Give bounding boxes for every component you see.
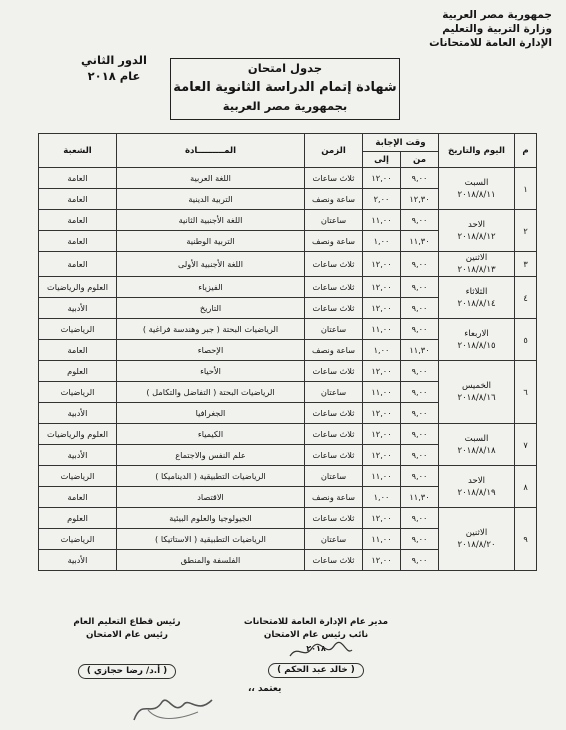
section-cell: الأدبية xyxy=(39,445,117,466)
section-cell: الرياضيات xyxy=(39,319,117,340)
time-from: ٩,٠٠ xyxy=(401,361,439,382)
exam-schedule-table xyxy=(38,133,536,606)
time-from: ٩,٠٠ xyxy=(401,403,439,424)
time-from: ٩,٠٠ xyxy=(401,529,439,550)
time-to: ١,٠٠ xyxy=(363,340,401,361)
header-to: إلى xyxy=(363,152,401,168)
title-box xyxy=(170,58,400,120)
duration-cell: ثلاث ساعات xyxy=(305,252,363,277)
row-number: ١ xyxy=(515,168,537,210)
time-to: ١٢,٠٠ xyxy=(363,252,401,277)
exam-date: ٢٠١٨/٨/١٣ xyxy=(457,265,496,275)
duration-cell: ساعتان xyxy=(305,210,363,231)
time-to: ١١,٠٠ xyxy=(363,466,401,487)
header-subject: المـــــــــادة xyxy=(117,134,305,168)
time-from: ١٢,٣٠ xyxy=(401,189,439,210)
exam-date: ٢٠١٨/٨/٢٠ xyxy=(457,540,496,550)
header-line: وزارة التربية والتعليم xyxy=(442,23,552,35)
time-to: ١٢,٠٠ xyxy=(363,424,401,445)
row-number: ٢ xyxy=(515,210,537,252)
duration-cell: ساعتان xyxy=(305,466,363,487)
year-label: عام ٢٠١٨ xyxy=(87,69,141,83)
time-from: ٩,٠٠ xyxy=(401,550,439,571)
table-row xyxy=(39,319,537,340)
time-from: ١١,٣٠ xyxy=(401,487,439,508)
session-info xyxy=(64,52,164,84)
signature-block-left xyxy=(42,616,212,679)
day-date-cell xyxy=(439,424,515,466)
day-name: السبت xyxy=(464,177,489,188)
day-name: الاحد xyxy=(467,219,486,230)
section-cell: العلوم والرياضيات xyxy=(39,277,117,298)
time-to: ١٢,٠٠ xyxy=(363,277,401,298)
exam-date: ٢٠١٨/٨/١٦ xyxy=(457,393,496,403)
subject-cell: الرياضيات التطبيقية ( الاستاتيكا ) xyxy=(117,529,305,550)
duration-cell: ثلاث ساعات xyxy=(305,277,363,298)
subject-cell: الفيزياء xyxy=(117,277,305,298)
time-from: ٩,٠٠ xyxy=(401,445,439,466)
day-date-cell xyxy=(439,168,515,210)
duration-cell: ساعة ونصف xyxy=(305,231,363,252)
subject-cell: الجغرافيا xyxy=(117,403,305,424)
subject-cell: اللغة الأجنبية الثانية xyxy=(117,210,305,231)
section-cell: الرياضيات xyxy=(39,466,117,487)
exam-date: ٢٠١٨/٨/١٥ xyxy=(457,340,496,351)
subject-cell: التربية الدينية xyxy=(117,189,305,210)
subject-cell: الجيولوجيا والعلوم البيئية xyxy=(117,508,305,529)
header-line: جمهورية مصر العربية xyxy=(442,9,552,21)
duration-cell: ساعتان xyxy=(305,529,363,550)
row-number: ٣ xyxy=(515,252,537,277)
time-to: ١٢,٠٠ xyxy=(363,508,401,529)
section-cell: الأدبية xyxy=(39,403,117,424)
signatory-name: ( أ.د/ رضا حجازي ) xyxy=(78,664,176,679)
approval-label: يعتمد ،، xyxy=(248,684,282,694)
duration-cell: ثلاث ساعات xyxy=(305,298,363,319)
time-to: ٢,٠٠ xyxy=(363,189,401,210)
time-from: ٩,٠٠ xyxy=(401,168,439,189)
day-name: الاثنين xyxy=(465,528,488,538)
header-duration: الزمن xyxy=(305,134,363,168)
time-to: ١٢,٠٠ xyxy=(363,550,401,571)
schedule-table xyxy=(38,133,537,571)
session-label: الدور الثاني xyxy=(81,53,147,67)
time-to: ١١,٠٠ xyxy=(363,382,401,403)
signature-title: مدير عام الإدارة العامة للامتحانات xyxy=(243,617,389,627)
day-name: الاربعاء xyxy=(464,328,489,339)
time-to: ١٢,٠٠ xyxy=(363,361,401,382)
duration-cell: ساعتان xyxy=(305,319,363,340)
header-line: الإدارة العامة للامتحانات xyxy=(429,37,552,49)
section-cell: الأدبية xyxy=(39,550,117,571)
table-row xyxy=(39,210,537,231)
table-row xyxy=(39,424,537,445)
signature-date: ٢٠١٨ xyxy=(306,644,326,653)
subject-cell: اللغة العربية xyxy=(117,168,305,189)
day-date-cell xyxy=(439,508,515,571)
time-to: ١٢,٠٠ xyxy=(363,403,401,424)
section-cell: العلوم xyxy=(39,508,117,529)
duration-cell: ثلاث ساعات xyxy=(305,550,363,571)
time-from: ٩,٠٠ xyxy=(401,210,439,231)
row-number: ٤ xyxy=(515,277,537,319)
time-from: ٩,٠٠ xyxy=(401,277,439,298)
duration-cell: ساعة ونصف xyxy=(305,487,363,508)
duration-cell: ساعتان xyxy=(305,382,363,403)
exam-date: ٢٠١٨/٨/١٩ xyxy=(457,487,496,498)
section-cell: العامة xyxy=(39,189,117,210)
title-line: بجمهورية مصر العربية xyxy=(222,99,348,113)
subject-cell: الرياضيات البحتة ( التفاضل والتكامل ) xyxy=(117,382,305,403)
duration-cell: ثلاث ساعات xyxy=(305,508,363,529)
time-from: ١١,٣٠ xyxy=(401,340,439,361)
section-cell: العامة xyxy=(39,168,117,189)
subject-cell: الاقتصاد xyxy=(117,487,305,508)
duration-cell: ثلاث ساعات xyxy=(305,445,363,466)
time-from: ٩,٠٠ xyxy=(401,424,439,445)
table-row xyxy=(39,361,537,382)
time-from: ٩,٠٠ xyxy=(401,252,439,277)
time-to: ١١,٠٠ xyxy=(363,529,401,550)
signatory-name: ( خالد عبد الحكم ) xyxy=(268,663,364,678)
title-line: شهادة إتمام الدراسة الثانوية العامة xyxy=(173,80,397,95)
subject-cell: الكيمياء xyxy=(117,424,305,445)
time-to: ١٢,٠٠ xyxy=(363,168,401,189)
duration-cell: ساعة ونصف xyxy=(305,189,363,210)
section-cell: العامة xyxy=(39,487,117,508)
stamp-signature xyxy=(128,690,218,726)
subject-cell: الإحصاء xyxy=(117,340,305,361)
time-from: ٩,٠٠ xyxy=(401,298,439,319)
signature-title: رئيس قطاع التعليم العام xyxy=(73,617,181,627)
subject-cell: الفلسفة والمنطق xyxy=(117,550,305,571)
day-date-cell xyxy=(439,252,515,277)
table-row xyxy=(39,508,537,529)
time-from: ٩,٠٠ xyxy=(401,508,439,529)
time-from: ٩,٠٠ xyxy=(401,466,439,487)
header-answer-time: وقت الإجابة xyxy=(363,134,439,152)
time-to: ١,٠٠ xyxy=(363,487,401,508)
time-to: ١٢,٠٠ xyxy=(363,445,401,466)
exam-date: ٢٠١٨/٨/١١ xyxy=(457,189,496,200)
header-num: م xyxy=(515,134,537,168)
day-name: الثلاثاء xyxy=(465,286,488,297)
section-cell: الرياضيات xyxy=(39,529,117,550)
row-number: ٨ xyxy=(515,466,537,508)
handwritten-signature xyxy=(286,640,356,662)
day-date-cell xyxy=(439,466,515,508)
section-cell: الأدبية xyxy=(39,298,117,319)
time-from: ١١,٣٠ xyxy=(401,231,439,252)
table-row xyxy=(39,168,537,189)
subject-cell: التربية الوطنية xyxy=(117,231,305,252)
row-number: ٦ xyxy=(515,361,537,424)
exam-date: ٢٠١٨/٨/١٤ xyxy=(457,298,496,309)
time-from: ٩,٠٠ xyxy=(401,382,439,403)
signature-title: نائب رئيس عام الامتحان xyxy=(263,630,369,640)
section-cell: الرياضيات xyxy=(39,382,117,403)
section-cell: العامة xyxy=(39,231,117,252)
section-cell: العامة xyxy=(39,252,117,277)
time-to: ١١,٠٠ xyxy=(363,319,401,340)
title-line: جدول امتحان xyxy=(247,61,323,75)
time-from: ٩,٠٠ xyxy=(401,319,439,340)
day-date-cell xyxy=(439,277,515,319)
duration-cell: ثلاث ساعات xyxy=(305,168,363,189)
section-cell: العامة xyxy=(39,210,117,231)
header-from: من xyxy=(401,152,439,168)
subject-cell: علم النفس والاجتماع xyxy=(117,445,305,466)
duration-cell: ثلاث ساعات xyxy=(305,424,363,445)
ministry-header xyxy=(392,8,552,50)
subject-cell: التاريخ xyxy=(117,298,305,319)
day-name: الاثنين xyxy=(465,253,488,263)
section-cell: العلوم والرياضيات xyxy=(39,424,117,445)
day-name: الاحد xyxy=(467,475,486,486)
day-name: السبت xyxy=(464,433,489,444)
signature-title: رئيس عام الامتحان xyxy=(85,630,169,640)
section-cell: العامة xyxy=(39,340,117,361)
exam-date: ٢٠١٨/٨/١٢ xyxy=(457,231,496,242)
section-cell: العلوم xyxy=(39,361,117,382)
header-section: الشعبة xyxy=(39,134,117,168)
header-day-date: اليوم والتاريخ xyxy=(439,134,515,168)
day-date-cell xyxy=(439,361,515,424)
table-row xyxy=(39,466,537,487)
time-to: ١١,٠٠ xyxy=(363,210,401,231)
subject-cell: الرياضيات التطبيقية ( الديناميكا ) xyxy=(117,466,305,487)
day-name: الخميس xyxy=(461,381,492,391)
row-number: ٥ xyxy=(515,319,537,361)
duration-cell: ساعة ونصف xyxy=(305,340,363,361)
row-number: ٩ xyxy=(515,508,537,571)
row-number: ٧ xyxy=(515,424,537,466)
time-to: ١٢,٠٠ xyxy=(363,298,401,319)
subject-cell: اللغة الأجنبية الأولى xyxy=(117,252,305,277)
subject-cell: الأحياء xyxy=(117,361,305,382)
subject-cell: الرياضيات البحتة ( جبر وهندسة فراغية ) xyxy=(117,319,305,340)
exam-date: ٢٠١٨/٨/١٨ xyxy=(457,445,496,456)
duration-cell: ثلاث ساعات xyxy=(305,403,363,424)
table-row xyxy=(39,277,537,298)
day-date-cell xyxy=(439,210,515,252)
day-date-cell xyxy=(439,319,515,361)
table-row xyxy=(39,252,537,277)
duration-cell: ثلاث ساعات xyxy=(305,361,363,382)
time-to: ١,٠٠ xyxy=(363,231,401,252)
